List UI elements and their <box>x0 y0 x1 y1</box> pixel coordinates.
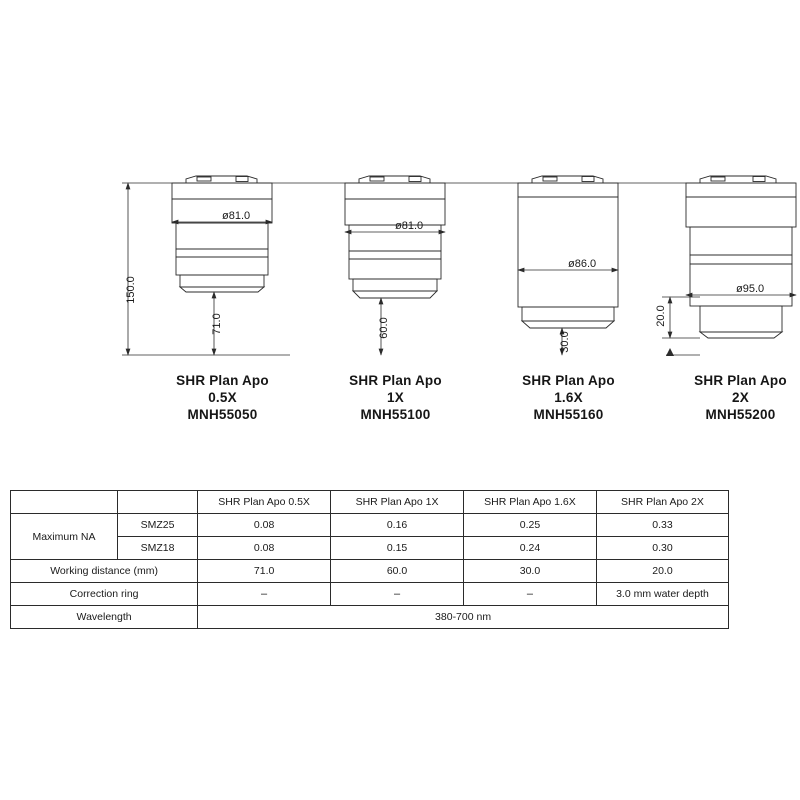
header-blank-1 <box>11 491 118 514</box>
cell-na-smz18-2x: 0.30 <box>596 537 728 560</box>
lens-2-wd-label: 30.0 <box>559 331 571 353</box>
lens-0-name-line1: SHR Plan Apo <box>176 373 269 388</box>
lens-1-name-line1: SHR Plan Apo <box>349 373 442 388</box>
cell-wd-2x: 20.0 <box>596 560 728 583</box>
table-row <box>11 583 729 606</box>
table-row <box>11 606 729 629</box>
cell-wd-16x: 30.0 <box>464 560 597 583</box>
cell-wavelength-value: 380-700 nm <box>198 606 729 629</box>
table-row <box>11 560 729 583</box>
lens-1-model: MNH55100 <box>360 407 431 422</box>
header-col-05x: SHR Plan Apo 0.5X <box>198 491 331 514</box>
table-row <box>11 537 729 560</box>
cell-cr-16x: – <box>464 583 597 606</box>
lens-3-name-line1: SHR Plan Apo <box>694 373 787 388</box>
table-row <box>11 514 729 537</box>
lens-3-model: MNH55200 <box>705 407 776 422</box>
cell-na-smz25-16x: 0.25 <box>464 514 597 537</box>
lens-2-name-line1: SHR Plan Apo <box>522 373 615 388</box>
cell-cr-2x: 3.0 mm water depth <box>596 583 728 606</box>
header-col-2x: SHR Plan Apo 2X <box>596 491 728 514</box>
lens-3-name-line2: 2X <box>732 390 749 405</box>
header-blank-2 <box>117 491 197 514</box>
cell-na-smz25-1x: 0.16 <box>331 514 464 537</box>
lens-2-model: MNH55160 <box>533 407 604 422</box>
lens-caption-1 <box>323 372 468 423</box>
lens-2-diameter-label: ø86.0 <box>568 258 597 270</box>
row-sub-smz18: SMZ18 <box>117 537 197 560</box>
lens-caption-0 <box>150 372 295 423</box>
cell-na-smz18-16x: 0.24 <box>464 537 597 560</box>
cell-wd-1x: 60.0 <box>331 560 464 583</box>
lens-0-diameter-label: ø81.0 <box>222 210 251 222</box>
cell-na-smz25-2x: 0.33 <box>596 514 728 537</box>
header-col-16x: SHR Plan Apo 1.6X <box>464 491 597 514</box>
lens-caption-2 <box>496 372 641 423</box>
lens-caption-3 <box>668 372 800 423</box>
cell-wd-05x: 71.0 <box>198 560 331 583</box>
header-col-1x: SHR Plan Apo 1X <box>331 491 464 514</box>
row-label-wavelength: Wavelength <box>11 606 198 629</box>
lens-0-wd-label: 71.0 <box>211 313 223 335</box>
lens-1-name-line2: 1X <box>387 390 404 405</box>
row-label-correction-ring: Correction ring <box>11 583 198 606</box>
cell-cr-1x: – <box>331 583 464 606</box>
cell-na-smz18-1x: 0.15 <box>331 537 464 560</box>
row-sub-smz25: SMZ25 <box>117 514 197 537</box>
lens-3-diameter-label: ø95.0 <box>736 283 765 295</box>
lens-0-name-line2: 0.5X <box>208 390 237 405</box>
cell-na-smz18-05x: 0.08 <box>198 537 331 560</box>
cell-cr-05x: – <box>198 583 331 606</box>
lens-2-name-line2: 1.6X <box>554 390 583 405</box>
table-header-row <box>11 491 729 514</box>
overall-height-label: 150.0 <box>125 276 137 304</box>
specification-table <box>10 490 729 629</box>
cell-na-smz25-05x: 0.08 <box>198 514 331 537</box>
row-label-maximum-na: Maximum NA <box>11 514 118 560</box>
lens-0-model: MNH55050 <box>187 407 258 422</box>
lens-1-diameter-label: ø81.0 <box>395 220 424 232</box>
lens-1-wd-label: 60.0 <box>378 317 390 339</box>
row-label-working-distance: Working distance (mm) <box>11 560 198 583</box>
lens-3-wd-label: 20.0 <box>655 305 667 327</box>
